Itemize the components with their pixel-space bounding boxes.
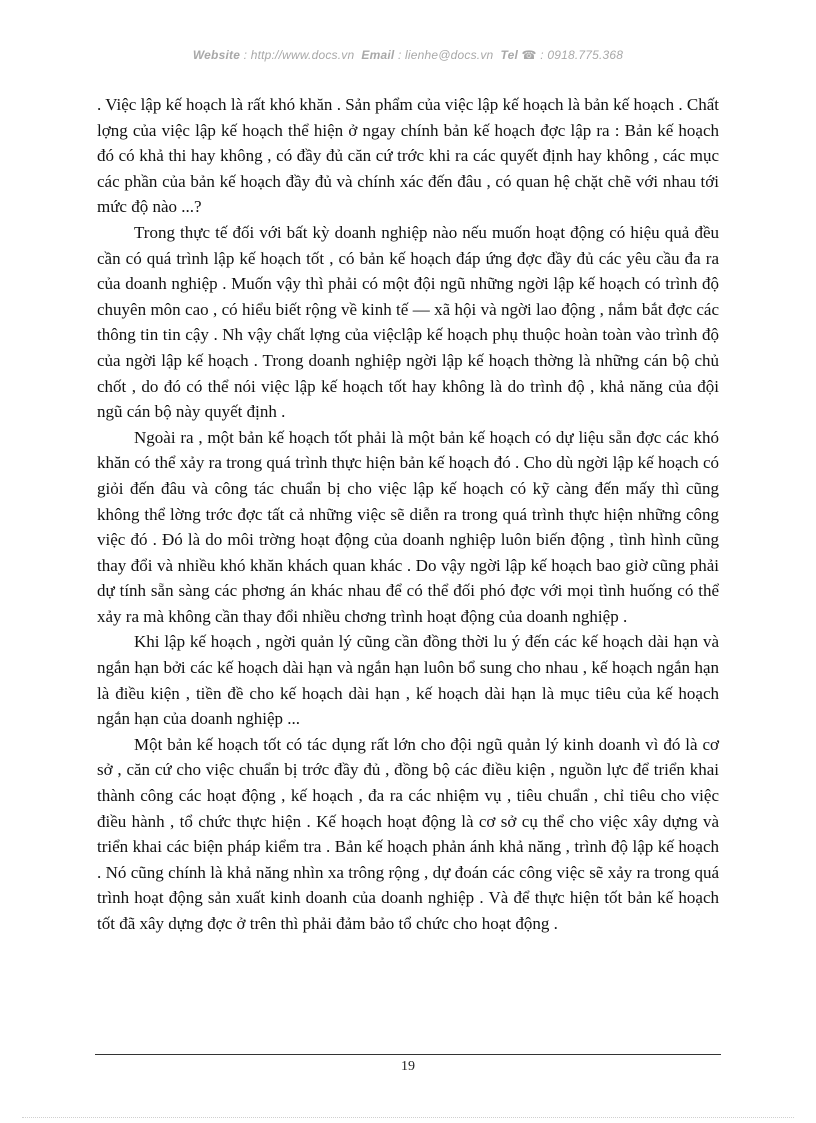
website-url: : http://www.docs.vn [243, 48, 355, 62]
footer-divider [95, 1054, 721, 1055]
page-number: 19 [401, 1059, 415, 1074]
paragraph: . Việc lập kế hoạch là rất khó khăn . Sản phẩm của việc lập kế hoạch là bản kế hoạch . Chất lợng của việc lập kế hoạch thể hiện ở ngay chính bản kế hoạch đợc lập ra : Bản kế hoạch đó có khả thi hay không , có đầy đủ căn cứ trớc khi ra các quyết định hay không , các mục các phần của bản kế hoạch đầy đủ và chính xác đến đâu , có quan hệ chặt chẽ với nhau tới mức độ nào ...? [97, 95, 719, 217]
phone-icon: ☎ [521, 48, 537, 62]
tel-number: : 0918.775.368 [540, 48, 624, 62]
page-header [0, 48, 816, 62]
paragraph: Khi lập kế hoạch , ngời quản lý cũng cần đồng thời lu ý đến các kế hoạch dài hạn và ngắn hạn bởi các kế hoạch dài hạn và ngắn hạn luôn bổ sung cho nhau , kế hoạch ngắn hạn là điều kiện , tiền đề cho kế hoạch dài hạn , kế hoạch dài hạn là mục tiêu của kế hoạch ngắn hạn của doanh nghiệp ... [97, 632, 719, 729]
paragraph: Ngoài ra , một bản kế hoạch tốt phải là một bản kế hoạch có dự liệu sẵn đợc các khó khăn có thể xảy ra trong quá trình thực hiện bản kế hoạch đó . Cho dù ngời lập kế hoạch có giỏi đến đâu và công tác chuẩn bị cho việc lập kế hoạch có kỹ càng đến mấy thì cũng không thể lờng trớc đợc tất cả những việc sẽ diễn ra trong quá trình thực hiện những công việc đó . Đó là do môi trờng hoạt động của doanh nghiệp luôn biến động , tình hình cũng thay đổi và nhiều khó khăn khách quan khác . Do vậy ngời lập kế hoạch bao giờ cũng phải dự tính sẵn sàng các phơng án khác nhau để có thể đối phó đợc với mọi tình huống có thể xảy ra mà không cần thay đổi nhiều chơng trình hoạt động của doanh nghiệp . [97, 427, 719, 626]
paragraph: Một bản kế hoạch tốt có tác dụng rất lớn cho đội ngũ quản lý kinh doanh vì đó là cơ sở , căn cứ cho việc chuẩn bị trớc đầy đủ , đồng bộ các điều kiện , nguồn lực để triển khai thành công các hoạt động , kế hoạch , đa ra các nhiệm vụ , tiêu chuẩn , chỉ tiêu cho việc điều hành , tổ chức thực hiện . Kế hoạch hoạt động là cơ sở cụ thể cho việc xây dựng và triển khai các biện pháp kiểm tra . Bản kế hoạch phản ánh khả năng , trình độ lập kế hoạch . Nó cũng chính là khả năng nhìn xa trông rộng , dự đoán các công việc sẽ xảy ra trong quá trình hoạt động sản xuất kinh doanh của doanh nghiệp . Và để thực hiện tốt bản kế hoạch tốt đã xây dựng đợc ở trên thì phải đảm bảo tổ chức cho hoạt động . [97, 734, 719, 933]
tel-label: Tel [500, 48, 518, 62]
email-address: : lienhe@docs.vn [397, 48, 494, 62]
website-label: Website [192, 48, 241, 62]
page-bottom-border [22, 1117, 794, 1118]
paragraph: Trong thực tế đối với bất kỳ doanh nghiệp nào nếu muốn hoạt động có hiệu quả đều cần có quá trình lập kế hoạch tốt , có bản kế hoạch đáp ứng đợc đầy đủ các yêu cầu đa ra của doanh nghiệp . Muốn vậy thì phải có một đội ngũ những ngời lập kế hoạch có trình độ chuyên môn cao , có hiểu biết rộng về kinh tế — xã hội và ngời lao động , nắm bắt đợc các thông tin tin cậy . Nh vậy chất lợng của việclập kế hoạch phụ thuộc hoàn toàn vào trình độ của ngời lập kế hoạch . Trong doanh nghiệp ngời lập kế hoạch thờng là những cán bộ chủ chốt , do đó có thể nói việc lập kế hoạch tốt hay không là do trình độ , khả năng của đội ngũ cán bộ này quyết định . [97, 222, 719, 422]
document-body [97, 92, 719, 937]
email-label: Email [361, 48, 395, 62]
